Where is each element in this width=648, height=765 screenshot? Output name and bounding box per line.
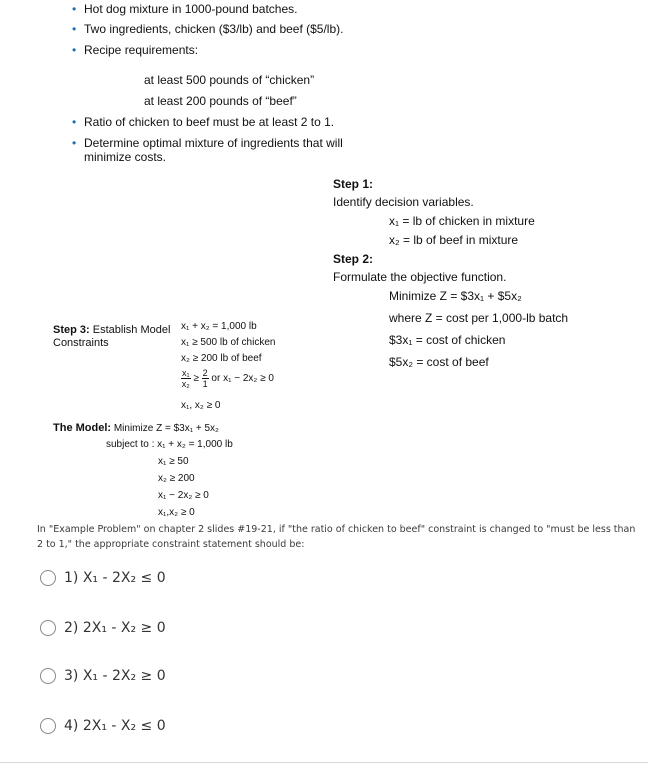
model-subject: subject to : x₁ + x₂ = 1,000 lb [106,439,233,450]
bullet-dot-icon: • [72,22,77,36]
ratio-fraction-right: $\frac{2}{1}$ [202,368,208,389]
requirement-chicken: at least 500 pounds of “chicken” [144,73,315,87]
step2-text: Formulate the objective function. [333,270,507,284]
constraint-nonnegativity: x₁, x₂ ≥ 0 [181,400,221,411]
answer-option-2[interactable] [40,620,166,636]
model-c4: x₁,x₂ ≥ 0 [158,507,195,518]
ratio-fraction-left: $\frac{\text{x₁}}{\text{x₂}}$ [181,368,190,389]
step1-x2: x₂ = lb of beef in mixture [389,233,519,247]
requirement-beef: at least 200 pounds of “beef” [144,94,297,108]
bullet-item: • Two ingredients, chicken ($3/lb) and beef ($5/lb). [72,22,344,36]
model-c2: x₂ ≥ 200 [158,473,195,484]
bullet-dot-icon: • [72,43,77,57]
constraint-total: x₁ + x₂ = 1,000 lb [181,321,257,332]
step1-x1: x₁ = lb of chicken in mixture [389,214,535,228]
step2-where: where Z = cost per 1,000-lb batch [389,311,569,325]
option-label: 3) X₁ - 2X₂ ≥ 0 [64,668,166,684]
step2-beef-cost: $5x₂ = cost of beef [389,355,489,369]
answer-option-1[interactable] [40,570,166,586]
bullet-dot-icon: • [72,2,77,16]
radio-button-icon[interactable] [40,718,56,734]
bullet-item: • Ratio of chicken to beef must be at least 2 to 1. [72,115,335,129]
step1-title: Step 1: [333,177,374,191]
divider [0,762,648,763]
radio-button-icon[interactable] [40,668,56,684]
step3-title: Step 3: Establish Model [53,324,171,336]
constraint-beef: x₂ ≥ 200 lb of beef [181,353,262,364]
step2-title: Step 2: [333,252,374,266]
radio-button-icon[interactable] [40,620,56,636]
answer-option-3[interactable] [40,668,166,684]
constraint-chicken: x₁ ≥ 500 lb of chicken [181,337,276,348]
step2-chicken-cost: $3x₁ = cost of chicken [389,333,506,347]
answer-option-4[interactable] [40,718,166,734]
option-label: 4) 2X₁ - X₂ ≤ 0 [64,718,166,734]
model-objective: The Model: Minimize Z = $3x₁ + 5x₂ [53,422,219,434]
model-c1: x₁ ≥ 50 [158,456,189,467]
constraint-ratio: $\frac{\text{x₁}}{\text{x₂}}$ ≥ $\frac{2}{1}$ or x₁ − 2x₂ ≥ 0 [181,368,274,389]
bullet-item-continued: minimize costs. [84,150,167,164]
bullet-item: • Hot dog mixture in 1000-pound batches. [72,2,298,16]
bullet-item: • Determine optimal mixture of ingredients that will [72,136,343,150]
step2-objective: Minimize Z = $3x₁ + $5x₂ [389,289,522,303]
model-c3: x₁ − 2x₂ ≥ 0 [158,490,209,501]
bullet-dot-icon: • [72,136,77,150]
question-text: In "Example Problem" on chapter 2 slides #19-21, if "the ratio of chicken to beef" constraint is changed to "must be less than 2 to 1," the appropriate constraint statement should be: [37,524,636,550]
option-label: 1) X₁ - 2X₂ ≤ 0 [64,570,166,586]
bullet-item: • Recipe requirements: [72,43,199,57]
bullet-dot-icon: • [72,115,77,129]
step1-text: Identify decision variables. [333,195,474,209]
option-label: 2) 2X₁ - X₂ ≥ 0 [64,620,166,636]
radio-button-icon[interactable] [40,570,56,586]
step3-title-line2: Constraints [53,337,109,349]
